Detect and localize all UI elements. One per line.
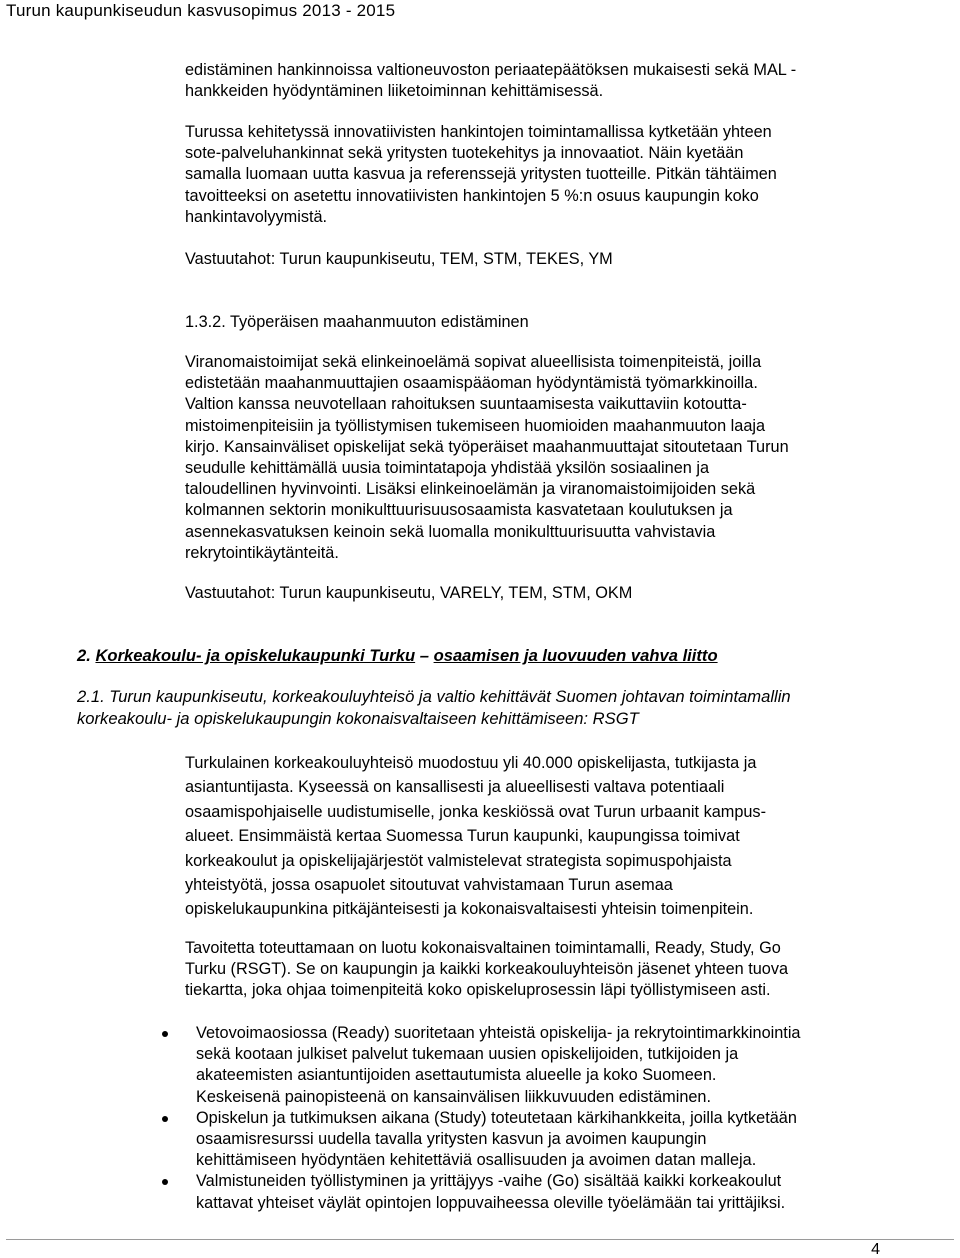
section-1-3-2-paragraph: [185, 352, 789, 564]
text-line: hankkeiden hyödyntäminen liiketoiminnan kehittämisessä.: [185, 82, 604, 101]
text-line: seudulle kehittämällä uusia toimintatapoja yhdistää yksilön sosiaalinen ja: [185, 459, 710, 478]
section-2-1-paragraph-1: [185, 751, 766, 922]
text-line: samalla luomaan uutta kasvua ja referenssejä yritysten tuotteille. Pitkän tähtäimen: [185, 165, 777, 184]
text-line: Keskeisenä painopisteenä on kansainvälisen liikkuvuuden edistäminen.: [196, 1087, 712, 1106]
bullet-icon: [162, 1031, 168, 1037]
text-line: taloudellinen hyvinvointi. Lisäksi elinkeinoelämän ja viranomaistoimijoiden sekä: [185, 480, 756, 499]
text-line: osaamisresurssi uudella tavalla yritysten kasvun ja avoimen kaupungin: [196, 1130, 707, 1149]
text-line: yhteistyötä, jossa osapuolet sitoutuvat vahvistamaan Turun asemaa: [185, 876, 673, 895]
text-line: Opiskelun ja tutkimuksen aikana (Study) toteutetaan kärkihankkeita, joilla kytketään: [196, 1108, 797, 1127]
text-line: Valtion kanssa neuvotellaan rahoituksen suuntaamisesta vaikuttaviin kotoutta-: [185, 395, 747, 414]
text-line: mistoimenpiteisiin ja työllistymisen tukemiseen huomioiden maahanmuuton laaja: [185, 416, 766, 435]
list-item: [160, 1108, 801, 1172]
text-line: kehittämiseen hyödyntäen kehitettäviä osallisuuden ja avoimen datan malleja.: [196, 1151, 757, 1170]
text-line: hankintavolyymistä.: [185, 207, 328, 226]
text-line: Turussa kehitetyssä innovatiivisten hankintojen toimintamallissa kytketään yhteen: [185, 123, 772, 141]
text-line: sote-palveluhankinnat sekä yritysten tuotekehitys ja innovaatiot. Näin kyetään: [185, 144, 744, 163]
text-line: osaamispohjaiselle uudistumiselle, jonka keskiössä ovat Turun urbaanit kampus-: [185, 802, 766, 821]
text-line: sekä kootaan julkiset palvelut tukemaan uusien opiskelijoiden, tutkijoiden ja: [196, 1045, 739, 1064]
text-line: Tavoitetta toteuttamaan on luotu kokonaisvaltainen toimintamalli, Ready, Study, Go: [185, 939, 781, 957]
bullet-icon: [162, 1116, 168, 1122]
text-line: akateemisten asiantuntijoiden asettautumista alueelle ja koko Suomeen.: [196, 1066, 717, 1085]
text-line: asiantuntijasta. Kyseessä on kansallisesti ja alueellisesti valtava potentiaali: [185, 778, 725, 797]
document-header-title: Turun kaupunkiseudun kasvusopimus 2013 - 2015: [6, 1, 396, 20]
section-2-title-dash: –: [415, 646, 434, 665]
bullet-icon: [162, 1179, 168, 1185]
text-line: edistetään maahanmuuttajien osaamispääoman hyödyntämistä työmarkkinoilla.: [185, 374, 758, 393]
section-2-title-part2: osaamisen ja luovuuden vahva liitto: [433, 646, 718, 665]
section-2-number: 2.: [77, 646, 96, 665]
text-line: korkeakoulut ja opiskelijajärjestöt valmistelevat strategista sopimuspohjaista: [185, 851, 732, 870]
paragraph-innovative-procurement: [185, 122, 777, 228]
text-line: alueet. Ensimmäistä kertaa Suomessa Turun kaupunki, kaupungissa toimivat: [185, 827, 740, 846]
text-line: asennekasvatuksen keinoin sekä luomalla monikulttuurisuutta vahvistavia: [185, 522, 716, 541]
text-line: edistäminen hankinnoissa valtioneuvoston periaatepäätöksen mukaisesti sekä MAL -: [185, 61, 797, 79]
footer-divider: [6, 1239, 954, 1240]
section-2-1-paragraph-2: [185, 938, 788, 1002]
responsible-parties-2: Vastuutahot: Turun kaupunkiseutu, VARELY, TEM, STM, OKM: [185, 584, 633, 602]
list-item: [160, 1171, 801, 1213]
text-line: Valmistuneiden työllistyminen ja yrittäjyys -vaihe (Go) sisältää kaikki korkeakoulut: [196, 1172, 782, 1191]
heading-line: korkeakoulu- ja opiskelukaupungin kokonaisvaltaiseen kehittämiseen: RSGT: [77, 708, 639, 728]
text-line: rekrytointikäytänteitä.: [185, 543, 339, 562]
page-number: 4: [871, 1241, 880, 1258]
list-item: [160, 1023, 801, 1108]
rsgt-bullet-list: [160, 1023, 801, 1214]
section-2-1-heading: [77, 686, 791, 729]
text-line: kattavat yhteiset väylät opintojen loppuvaiheessa oleville työelämään tai yrittäjiksi.: [196, 1193, 786, 1212]
text-line: opiskelukaupunkina pitkäjänteisesti ja kokonaisvaltaisesti yhteisin toimenpitein.: [185, 900, 754, 919]
text-line: tiekartta, joka ohjaa toimenpiteitä koko opiskeluprosessin läpi työllistymiseen asti.: [185, 981, 771, 1000]
text-line: Turku (RSGT). Se on kaupungin ja kaikki korkeakouluyhteisön jäsenet yhteen tuova: [185, 960, 789, 979]
section-2-title-part1: Korkeakoulu- ja opiskelukaupunki Turku: [95, 646, 416, 665]
text-line: tavoitteeksi on asetettu innovatiivisten hankintojen 5 %:n osuus kaupungin koko: [185, 186, 759, 205]
text-line: kirjo. Kansainväliset opiskelijat sekä työperäiset maahanmuuttajat sitoutetaan Turun: [185, 437, 789, 456]
text-line: Vetovoimaosiossa (Ready) suoritetaan yhteistä opiskelija- ja rekrytointimarkkinointia: [196, 1024, 801, 1042]
text-line: Viranomaistoimijat sekä elinkeinoelämä sopivat alueellisista toimenpiteistä, joilla: [185, 353, 762, 371]
heading-line: 2.1. Turun kaupunkiseutu, korkeakouluyhteisö ja valtio kehittävät Suomen johtavan toimintamallin: [77, 687, 791, 706]
paragraph-procurement-continuation: [185, 60, 796, 102]
text-line: Turkulainen korkeakouluyhteisö muodostuu yli 40.000 opiskelijasta, tutkijasta ja: [185, 754, 757, 772]
section-1-3-2-title: 1.3.2. Työperäisen maahanmuuton edistäminen: [185, 313, 529, 331]
section-2-heading: [77, 645, 718, 667]
text-line: kolmannen sektorin monikulttuurisuusosaamista kasvatetaan koulutuksen ja: [185, 501, 733, 520]
responsible-parties-1: Vastuutahot: Turun kaupunkiseutu, TEM, STM, TEKES, YM: [185, 250, 613, 268]
